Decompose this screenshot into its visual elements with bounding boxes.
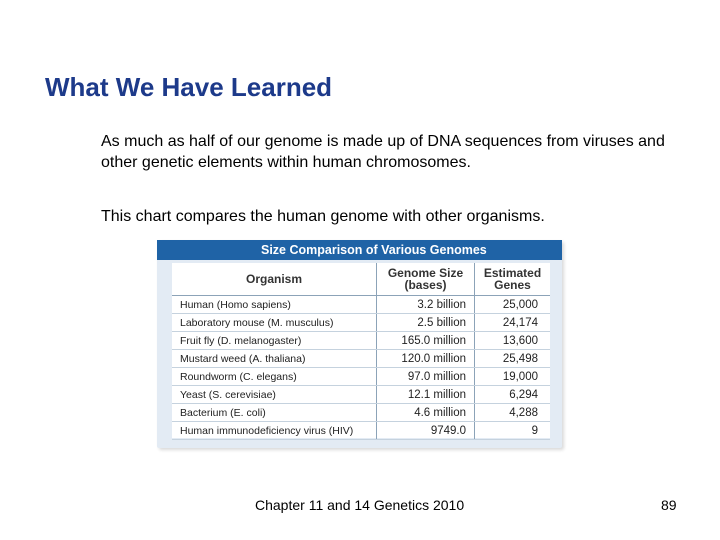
genome-size-cell: 3.2 billion	[377, 296, 475, 314]
genome-comparison-figure	[157, 240, 562, 448]
genome-size-cell: 12.1 million	[377, 386, 475, 404]
gene-count-cell: 25,498	[475, 350, 551, 368]
table-row	[172, 422, 550, 440]
organism-cell: Human (Homo sapiens)	[172, 296, 377, 314]
gene-count-cell: 24,174	[475, 314, 551, 332]
organism-cell: Bacterium (E. coli)	[172, 404, 377, 422]
genome-size-cell: 165.0 million	[377, 332, 475, 350]
organism-cell: Yeast (S. cerevisiae)	[172, 386, 377, 404]
gene-count-cell: 25,000	[475, 296, 551, 314]
column-header-genome-size: Genome Size (bases)	[377, 263, 475, 296]
gene-count-cell: 13,600	[475, 332, 551, 350]
genome-table	[172, 263, 550, 440]
organism-cell: Mustard weed (A. thaliana)	[172, 350, 377, 368]
genome-size-cell: 97.0 million	[377, 368, 475, 386]
table-row	[172, 350, 550, 368]
column-header-organism: Organism	[172, 263, 377, 296]
table-header-row	[172, 263, 550, 296]
gene-count-cell: 4,288	[475, 404, 551, 422]
table-body-panel	[172, 263, 550, 438]
table-row	[172, 368, 550, 386]
organism-cell: Human immunodeficiency virus (HIV)	[172, 422, 377, 440]
genome-size-cell: 120.0 million	[377, 350, 475, 368]
organism-cell: Roundworm (C. elegans)	[172, 368, 377, 386]
table-row	[172, 386, 550, 404]
genome-size-cell: 2.5 billion	[377, 314, 475, 332]
genome-size-cell: 9749.0	[377, 422, 475, 440]
gene-count-cell: 19,000	[475, 368, 551, 386]
genome-size-cell: 4.6 million	[377, 404, 475, 422]
gene-count-cell: 9	[475, 422, 551, 440]
table-row	[172, 332, 550, 350]
table-row	[172, 404, 550, 422]
footer-text: Chapter 11 and 14 Genetics 2010	[255, 497, 465, 513]
chart-caption: This chart compares the human genome with other organisms.	[101, 208, 545, 225]
intro-paragraph: As much as half of our genome is made up of DNA sequences from viruses and other genetic elements within human chromosomes.	[101, 133, 665, 171]
table-row	[172, 296, 550, 314]
slide-title: What We Have Learned	[45, 72, 333, 102]
table-title: Size Comparison of Various Genomes	[157, 240, 562, 260]
column-header-estimated-genes: Estimated Genes	[475, 263, 551, 296]
gene-count-cell: 6,294	[475, 386, 551, 404]
organism-cell: Laboratory mouse (M. musculus)	[172, 314, 377, 332]
organism-cell: Fruit fly (D. melanogaster)	[172, 332, 377, 350]
table-row	[172, 314, 550, 332]
page-number: 89	[661, 497, 677, 513]
